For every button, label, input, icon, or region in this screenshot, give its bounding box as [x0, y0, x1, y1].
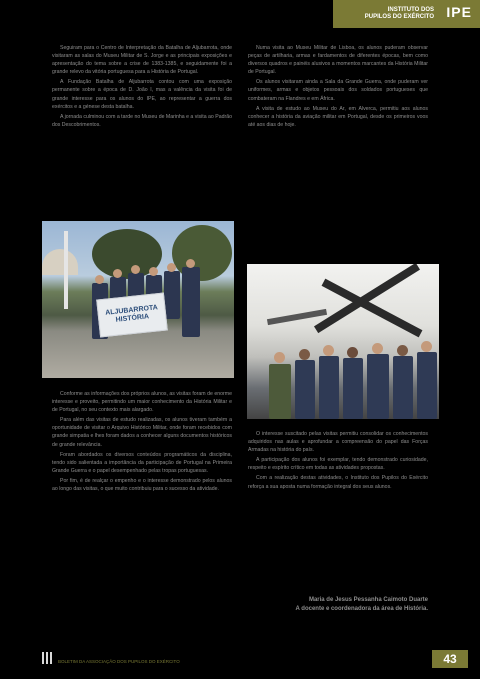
author-role: A docente e coordenadora da área de História. [295, 606, 428, 612]
paragraph: Com a realização destas atividades, o Instituto dos Pupilos do Exército reforça a sua aposta numa formação integral dos seus alunos. [248, 475, 428, 490]
photo-head [167, 263, 176, 272]
author-signature [296, 596, 428, 614]
paragraph: Por fim, é de realçar o empenho e o interesse demonstrado pelos alunos ao longo das visitas, o que muito contribuiu para o sucesso da atividade. [52, 477, 232, 493]
photo-head [372, 343, 383, 354]
paragraph: A visita de estudo ao Museu do Ar, em Alverca, permitiu aos alunos conhecer a história da aviação militar em Portugal, desde os primeiros voos até aos dias de hoje. [248, 105, 428, 128]
article-column-right-top [248, 44, 428, 254]
paragraph: Numa visita ao Museu Militar de Lisboa, os alunos puderam observar peças de artilharia, armas e fardamentos de diferentes épocas, bem como diversos quadros e painéis alusivos a momentos marcantes da História Militar de Portugal. [248, 45, 428, 76]
photo-aircraft-propeller [322, 279, 423, 338]
photo-head [95, 275, 104, 284]
paragraph: Seguiram para o Centro de Interpretação da Batalha de Aljubarrota, onde visitaram as salas do Museu Militar de S. Jorge e as principais exposições e apresentação do tema sobre a crise de 1383-1385, e seguidamente foi a grande relevo da vitória portuguesa para a História de Portugal. [52, 45, 232, 76]
photo-tree [172, 225, 232, 281]
photo-students-museum [247, 264, 439, 419]
photo-person [295, 360, 315, 419]
article-column-left-top [52, 44, 232, 204]
author-name: Maria de Jesus Pessanha Caimoto Duarte [308, 597, 428, 603]
paragraph: Os alunos visitaram ainda a Sala da Grande Guerra, onde puderam ver uniformes, armas e objetos pessoais dos soldados portugueses que combateram na Flandres e em África. [248, 79, 428, 102]
page-number: 43 [432, 650, 468, 668]
photo-person [393, 356, 413, 419]
paragraph: A participação dos alunos foi exemplar, tendo demonstrado curiosidade, respeito e espírito crítico em todas as atividades propostas. [248, 457, 428, 472]
photo-person [269, 364, 291, 419]
article-column-left-bottom [52, 390, 232, 650]
header-line-1: INSTITUTO DOS [387, 7, 434, 13]
paragraph: A Fundação Batalha de Aljubarrota contou com uma exposição permanente sobre a época de D. João I, mas a valência da visita foi de grande interesse para os alunos do IPE, ao representar a guerra dos exércitos e a génese desta batalha. [52, 79, 232, 110]
photo-person [182, 267, 200, 337]
article-column-right-bottom [248, 430, 428, 580]
photo-person [164, 271, 180, 319]
paragraph: A jornada culminou com a tarde no Museu de Marinha e a visita ao Padrão dos Descobrimentos. [52, 113, 232, 128]
footer-publication: BOLETIM DA ASSOCIAÇÃO DOS PUPILOS DO EXÉRCITO [58, 659, 180, 664]
photo-head [397, 345, 408, 356]
photo-sign-stone: ALJUBARROTA HISTÓRIA [96, 293, 168, 338]
paragraph: Foram abordados os diversos conteúdos programáticos da disciplina, tendo sido salientada a importância da participação de Portugal na Primeira Grande Guerra e o papel desempenhado pelas tropas portuguesas. [52, 451, 232, 474]
photo-person [367, 354, 389, 419]
photo-building [42, 249, 78, 275]
header-banner [333, 0, 480, 28]
photo-head [274, 352, 285, 363]
header-institution [365, 7, 434, 21]
header-abbreviation: IPE [446, 4, 472, 20]
photo-head [299, 349, 310, 360]
qr-code-icon [42, 652, 54, 664]
paragraph: Conforme as informações dos próprios alunos, as visitas foram de enorme interesse e proveito, permitindo um maior conhecimento da História Militar e de Portugal, no seu contexto mais alargado. [52, 391, 232, 414]
photo-person [417, 352, 437, 419]
photo-head [131, 265, 140, 274]
photo-head [186, 259, 195, 268]
photo-head [113, 269, 122, 278]
paragraph: O interesse suscitado pelas visitas permitiu consolidar os conhecimentos adquiridos nas aulas e aprofundar a compreensão do papel das Forças Armadas na história do país. [248, 431, 428, 454]
photo-head [421, 341, 432, 352]
photo-monument [64, 231, 68, 309]
photo-head [149, 267, 158, 276]
photo-person [319, 356, 339, 419]
photo-head [323, 345, 334, 356]
photo-person [343, 358, 363, 419]
photo-head [347, 347, 358, 358]
paragraph: Para além das visitas de estudo realizadas, os alunos tiveram também a oportunidade de visitar o Arquivo Histórico Militar, onde foram recebidos com grande simpatia e lhes foram dados a conhecer alguns documentos históricos de grande relevância. [52, 417, 232, 448]
header-line-2: PUPILOS DO EXÉRCITO [364, 14, 434, 20]
